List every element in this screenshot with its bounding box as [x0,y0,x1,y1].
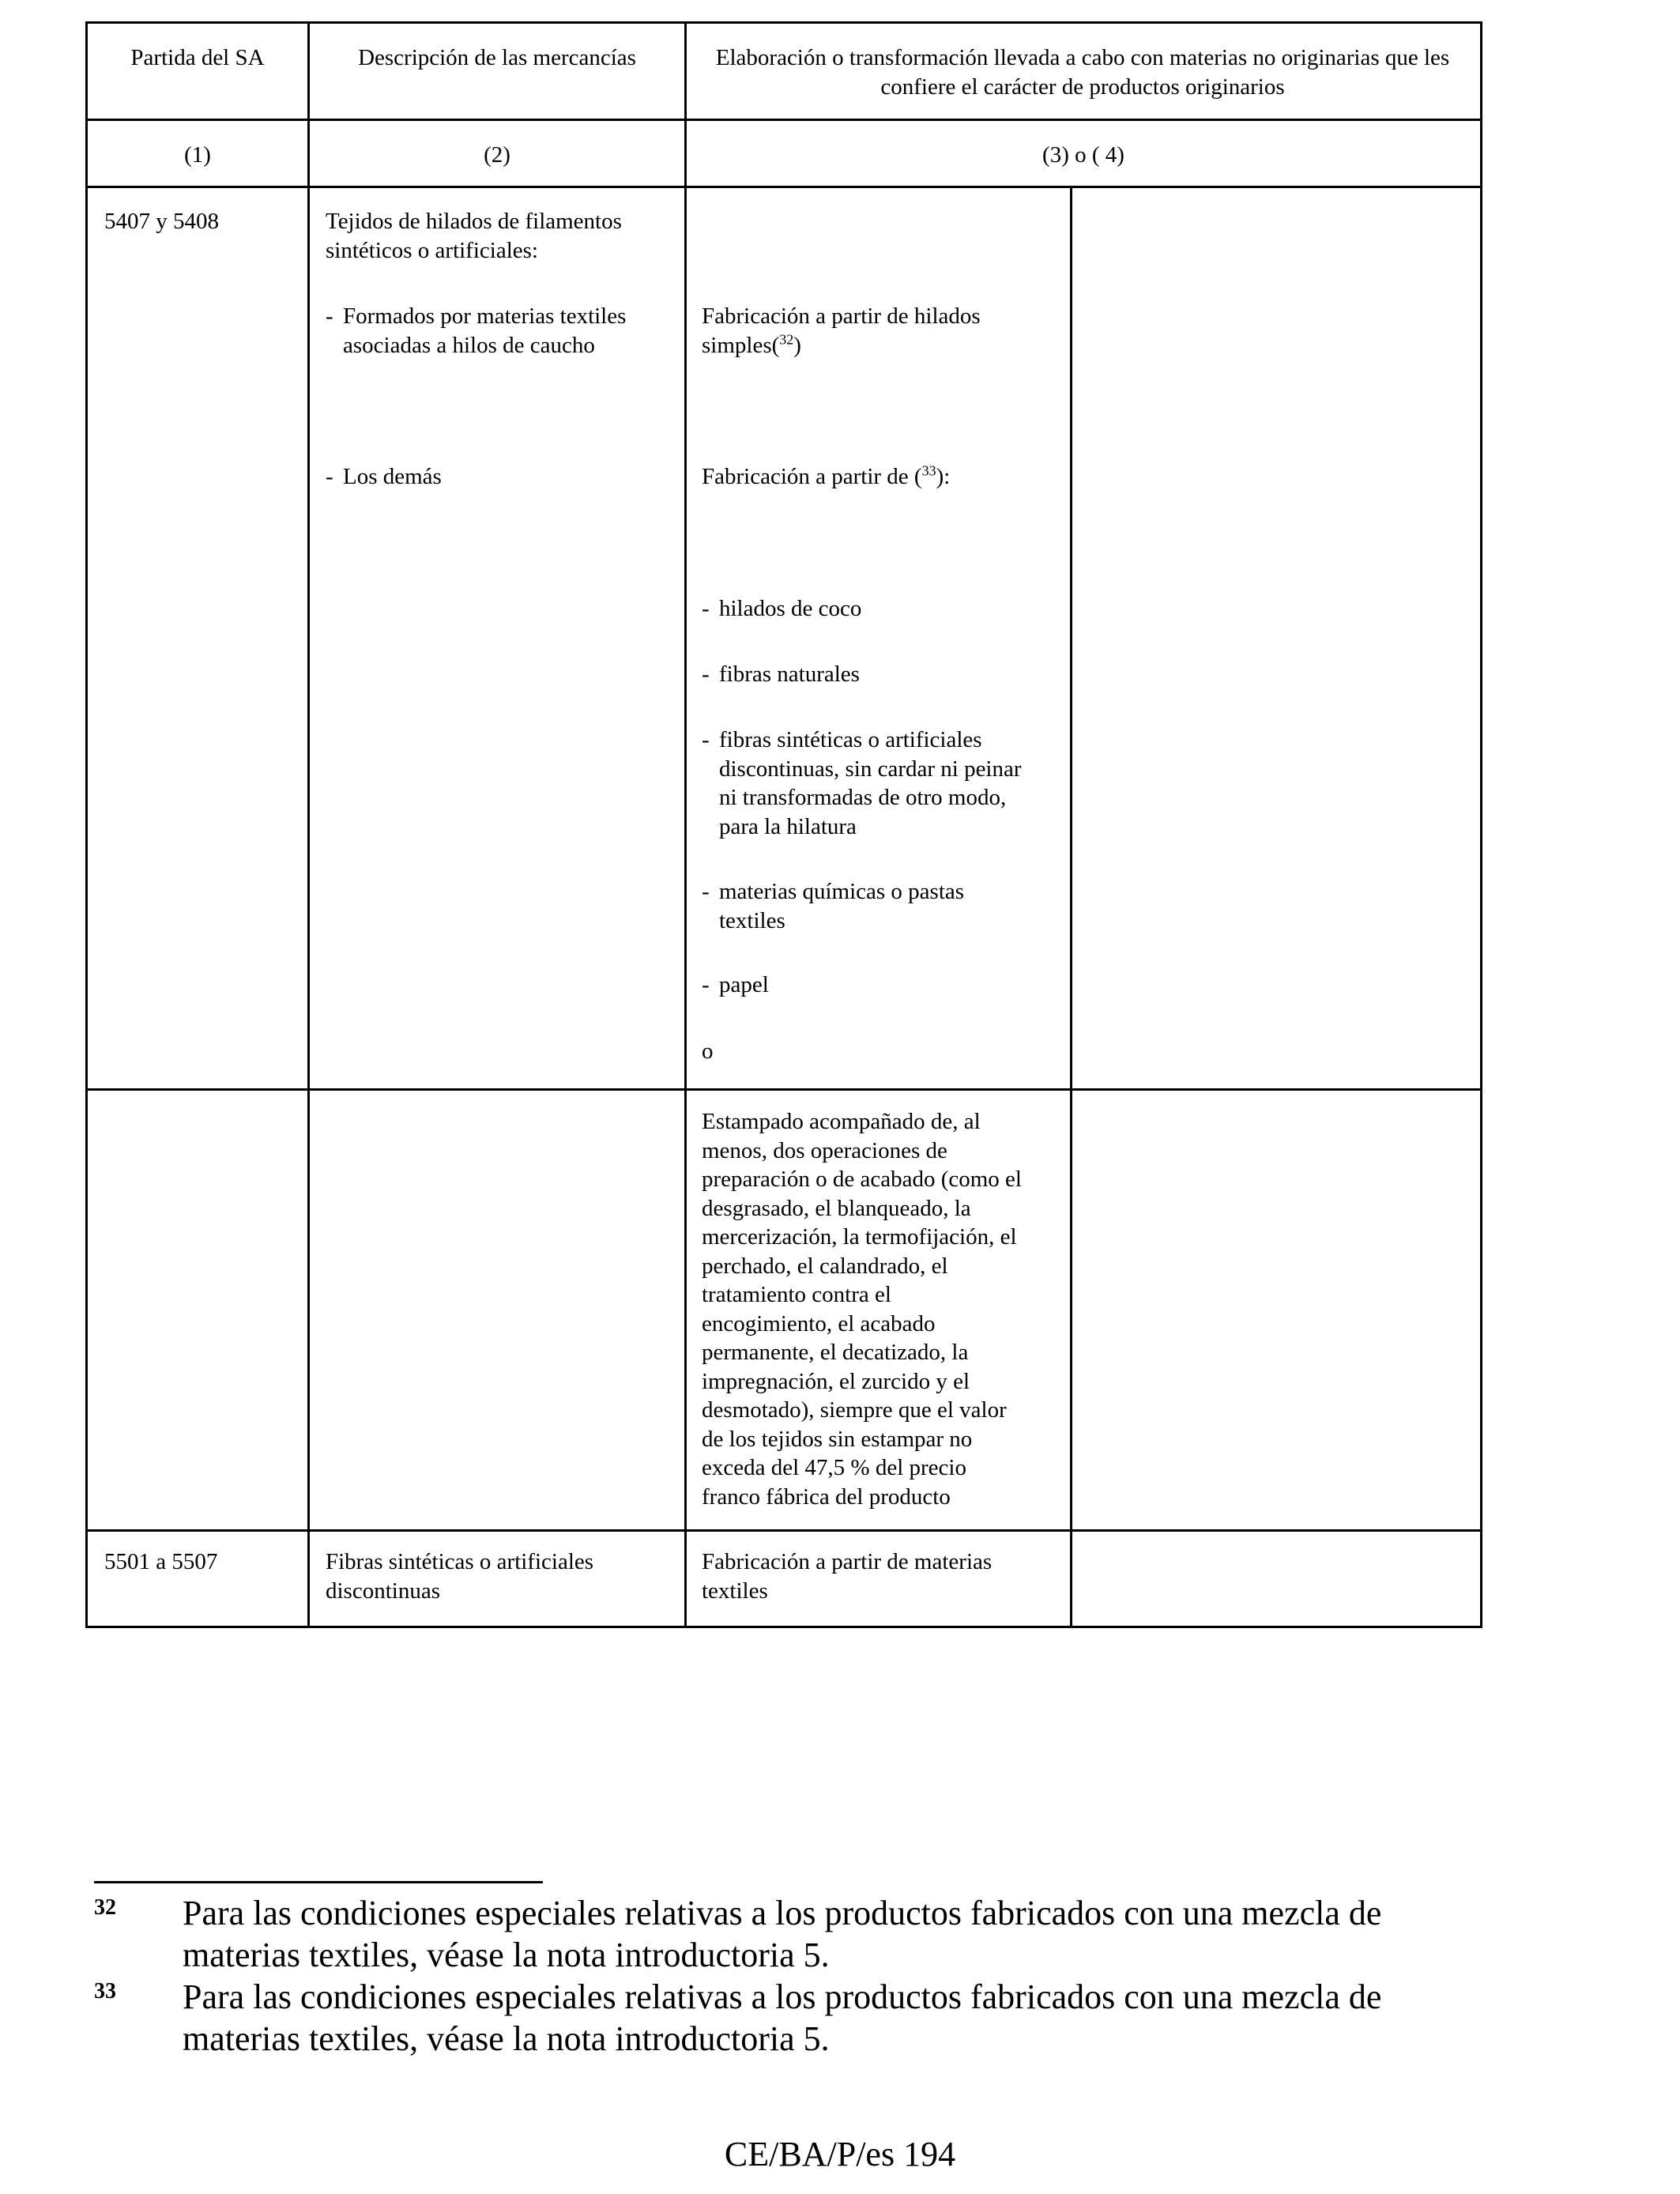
table-line-col2 [684,21,687,1628]
row3-description-line: Fibras sintéticas o artificiales [326,1549,594,1574]
table-border-bottom [85,1626,1482,1628]
row2-rule [702,1107,1065,1511]
sub1-description-line: Formados por materias textiles [343,303,627,329]
table-border-left [85,21,88,1628]
footnote-line: materias textiles, véase la nota introductoria 5. [183,1936,830,1974]
material-item [702,877,1065,935]
row2-rule-line: desgrasado, el blanqueado, la [702,1195,971,1221]
row2-rule-line: exceda del 47,5 % del precio [702,1455,966,1480]
row2-rule-line: menos, dos operaciones de [702,1137,947,1163]
row3-rule-line: textiles [702,1578,768,1604]
dash-marker: - [702,662,710,687]
table-line-header [85,119,1482,121]
row2-rule-line: permanente, el decatizado, la [702,1340,969,1365]
table-border-top [85,21,1482,24]
column-number-3-4: (3) o ( 4) [1042,142,1124,168]
row2-rule-line: desmotado), siempre que el valor [702,1397,1007,1423]
row2-rule-line: impregnación, el zurcido y el [702,1368,970,1394]
row3-rule [702,1547,1065,1605]
material-line: papel [719,972,769,997]
footnote-text [183,1892,1573,1976]
sub1-rule-line [702,331,1065,360]
sub1-rule-close: ) [793,332,801,358]
row3-description [326,1547,673,1605]
column-number-2: (2) [484,142,510,168]
dash-marker: - [702,879,710,904]
row1-sub2-rule [702,462,1065,492]
header-processing: Elaboración o transformación llevada a cabo con materias no originarias que les confiere el carácter de productos originarios [715,45,1450,100]
row2-rule-line: preparación o de acabado (como el [702,1167,1022,1192]
footnote-ref-32: 32 [779,330,794,347]
row2-rule-line: franco fábrica del producto [702,1483,951,1510]
row2-rule-line: de los tejidos sin estampar no [702,1426,973,1452]
row2-rule-line: tratamiento contra el [702,1282,891,1307]
material-line: hilados de coco [719,596,862,621]
material-item [702,594,1065,624]
material-line: discontinuas, sin cardar ni peinar [719,756,1022,782]
footnote-separator [94,1881,543,1883]
material-line: ni transformadas de otro modo, [719,785,1007,810]
footnote-number: 33 [94,1979,116,2004]
dash-marker: - [702,596,710,621]
header-description: Descripción de las mercancías [358,45,636,70]
material-line: textiles [719,907,785,933]
row1-description-line: Tejidos de hilados de filamentos [326,209,622,234]
dash-marker: - [326,464,333,489]
header-hs-heading: Partida del SA [130,45,265,70]
table-line-row2 [85,1529,1482,1532]
sub1-rule-line: Fabricación a partir de hilados [702,303,981,329]
row1-sub1-description [326,302,673,360]
dash-marker: - [702,972,710,997]
dash-marker: - [702,727,710,752]
row2-rule-line: encogimiento, el acabado [702,1310,936,1336]
row1-sub1-rule [702,302,1065,360]
row3-hs-code: 5501 a 5507 [104,1549,218,1574]
sub2-description-line: Los demás [343,464,442,489]
material-item [702,726,1065,841]
page-number: CE/BA/P/es 194 [724,2135,956,2173]
row1-hs-code: 5407 y 5408 [104,209,219,234]
material-item [702,660,1065,689]
dash-marker: - [326,303,333,329]
material-line: fibras sintéticas o artificiales [719,727,982,752]
row2-rule-line: mercerización, la termofijación, el [702,1224,1017,1250]
sub2-rule-text: Fabricación a partir de ( [702,464,922,489]
row1-description [326,207,673,265]
footnote-line: Para las condiciones especiales relativas a los productos fabricados con una mezcla de [183,1977,1382,2016]
sub2-rule-close: ): [936,464,951,489]
footnote-ref-33: 33 [921,462,936,479]
row2-rule-line: perchado, el calandrado, el [702,1253,948,1279]
footnote-line: materias textiles, véase la nota introductoria 5. [183,2019,830,2058]
row1-sub2-description [326,462,673,492]
or-label: o [702,1039,714,1064]
footnote-line: Para las condiciones especiales relativas a los productos fabricados con una mezcla de [183,1894,1382,1932]
row3-rule-line: Fabricación a partir de materias [702,1549,993,1574]
sub1-rule-text: simples( [702,332,780,358]
table-line-col1 [307,21,310,1628]
footnote-text [183,1976,1573,2060]
material-line: fibras naturales [719,662,860,687]
sub1-description-line: asociadas a hilos de caucho [343,332,595,358]
row1-description-line: sintéticos o artificiales: [326,237,538,263]
table-line-row1 [85,1088,1482,1091]
row3-description-line: discontinuas [326,1578,440,1604]
table-border-right [1480,21,1482,1628]
table-line-numbers [85,186,1482,188]
footnote-number: 32 [94,1895,116,1920]
column-number-1: (1) [184,142,211,168]
material-line: materias químicas o pastas [719,879,965,904]
table-line-col3 [1070,186,1072,1628]
material-item [702,971,1065,1000]
row2-rule-line: Estampado acompañado de, al [702,1109,981,1134]
material-line: para la hilatura [719,813,857,839]
